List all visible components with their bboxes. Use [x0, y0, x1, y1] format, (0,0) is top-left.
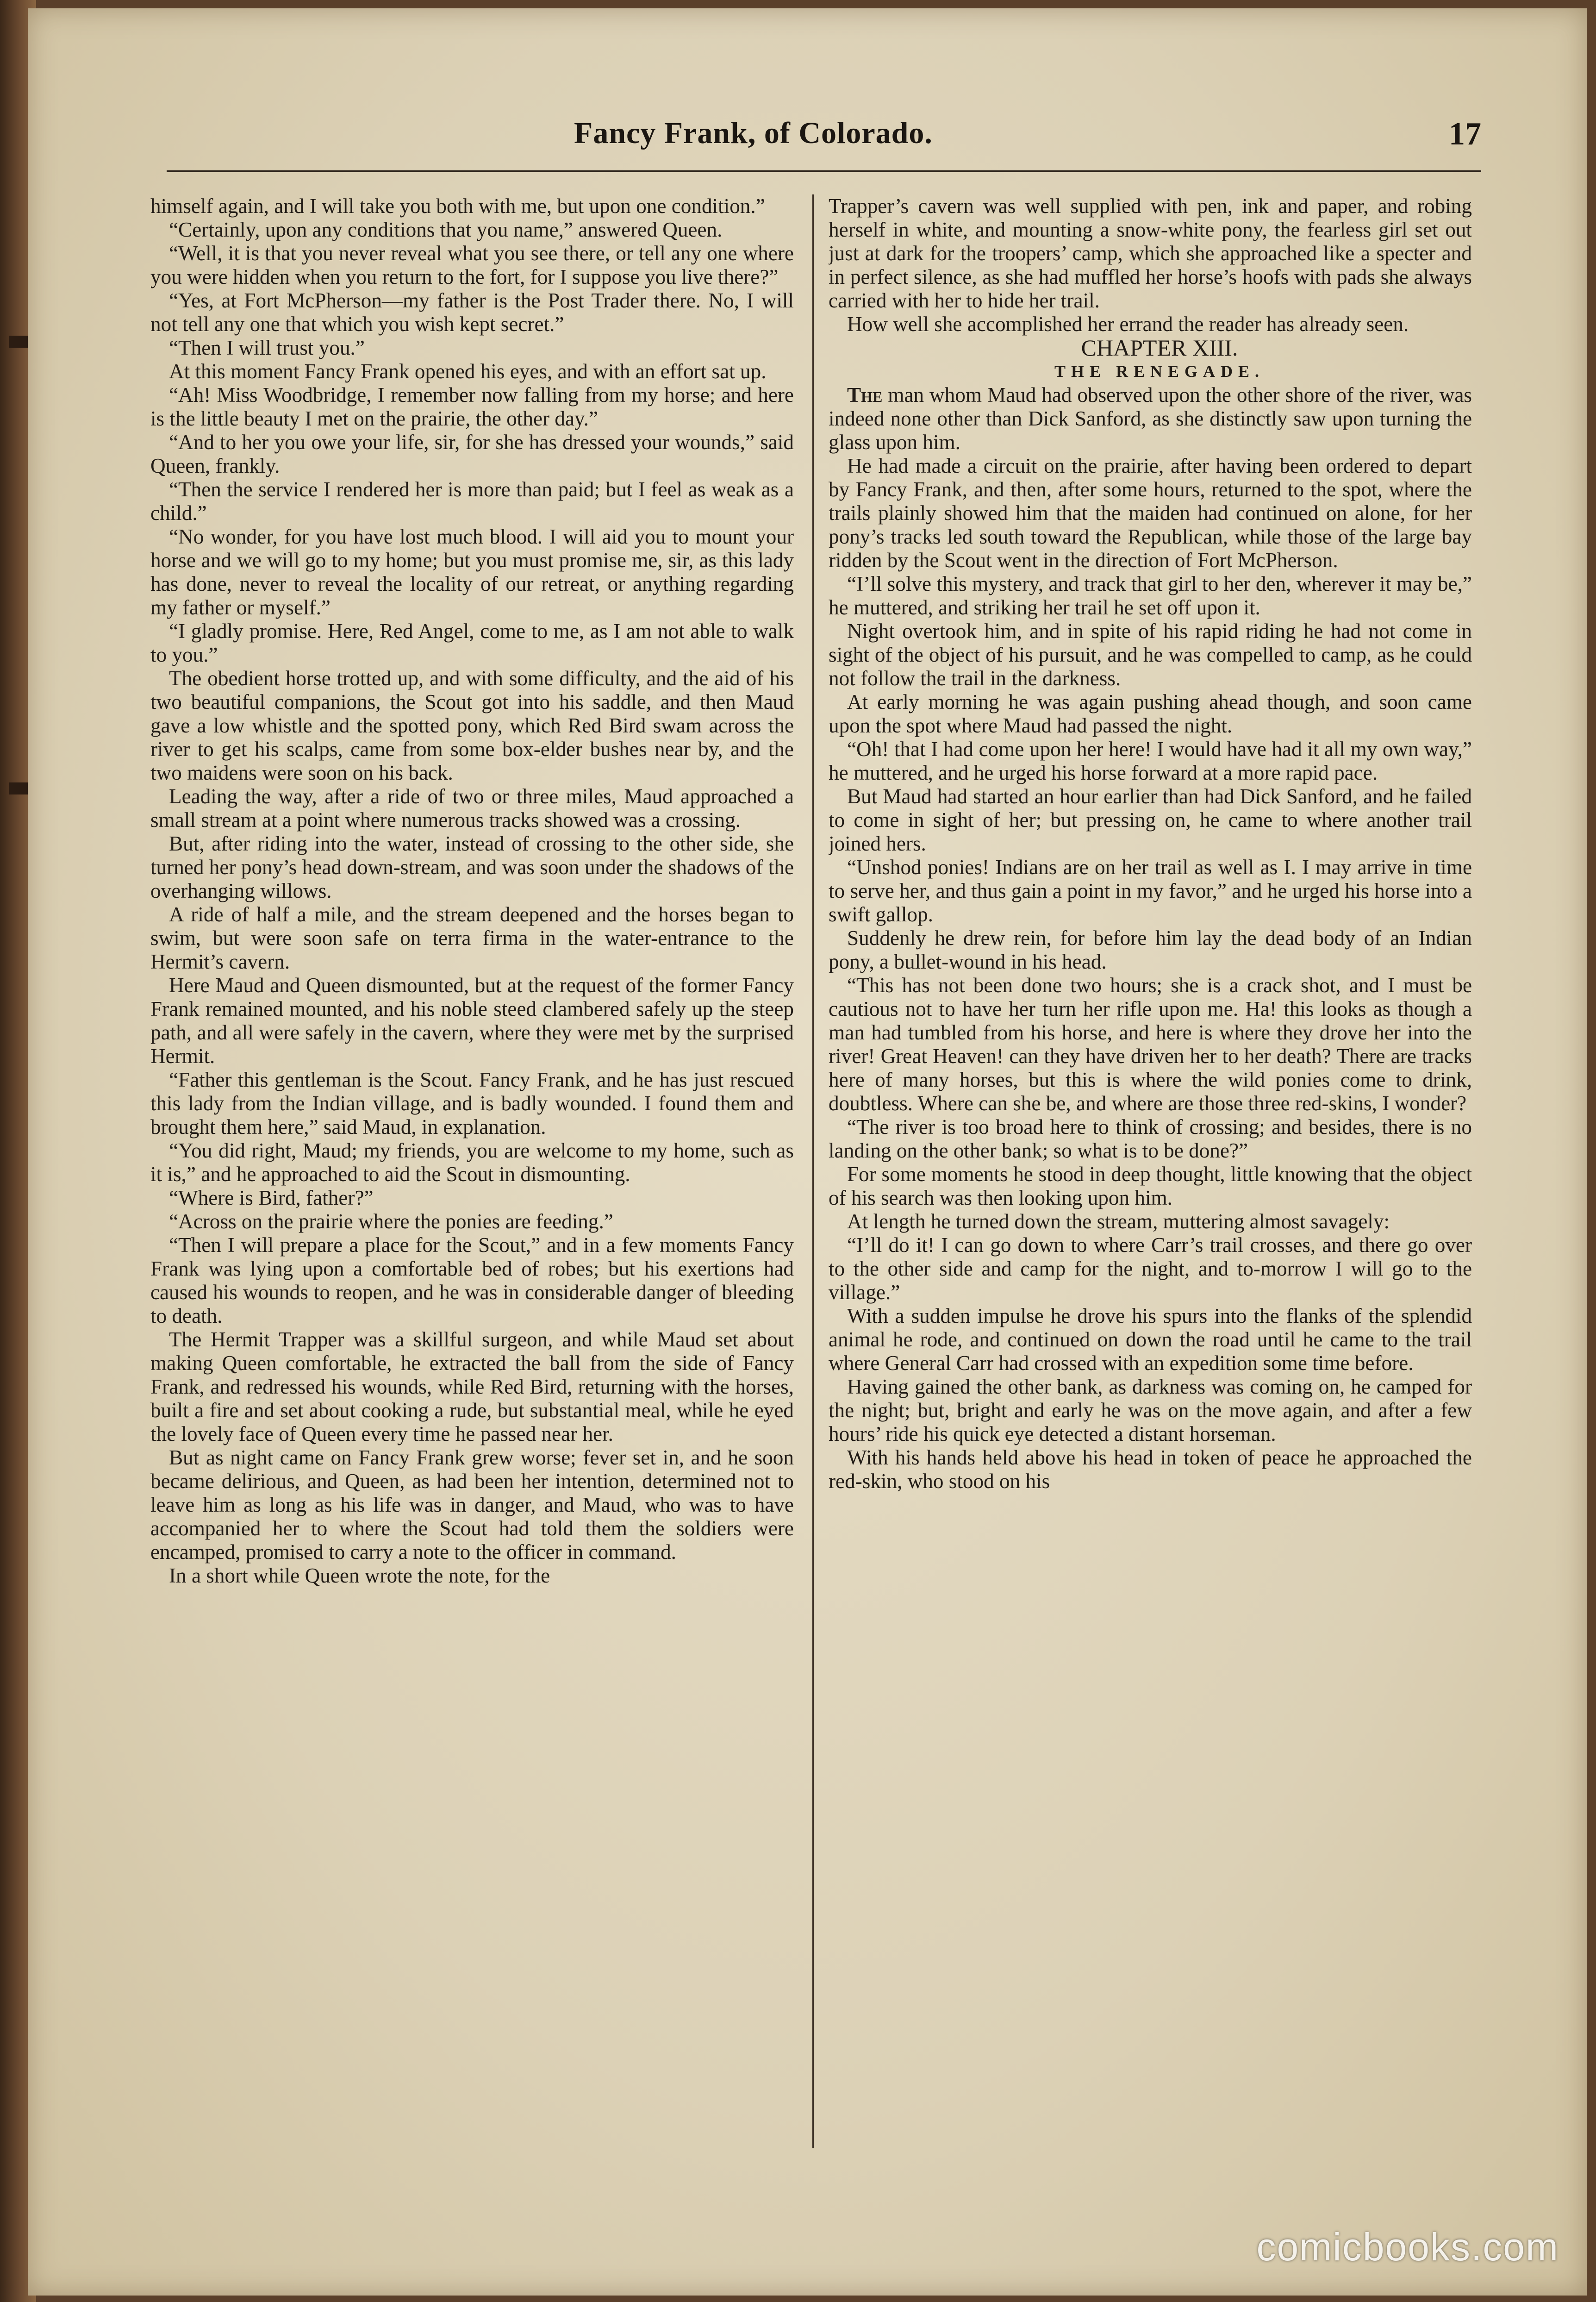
paragraph — [829, 974, 1472, 1115]
paragraph — [150, 785, 794, 832]
running-title: Fancy Frank, of Colorado. — [574, 116, 933, 150]
column-divider — [812, 194, 814, 2148]
paragraph — [829, 194, 1472, 313]
right-column-after-chapter — [829, 383, 1472, 1493]
paragraph — [150, 525, 794, 619]
paragraph — [829, 1233, 1472, 1304]
paragraph-text: “Certainly, upon any conditions that you name,” answered Queen. — [169, 218, 723, 241]
paragraph — [150, 383, 794, 431]
paragraph-text: Suddenly he drew rein, for before him lay the dead body of an Indian pony, a bullet-wound in his head. — [829, 926, 1472, 973]
paragraph-text: He had made a circuit on the prairie, after having been ordered to depart by Fancy Frank, and then, after some hours, returned to the spot, where the trails plainly showed him that the maiden had continued on alone, for her pony’s tracks led south toward the Republican, while those of the large bay ridden by the Scout went in the direction of Fort McPherson. — [829, 454, 1472, 572]
paragraph-text: “This has not been done two hours; she is a crack shot, and I must be cautious not to have her turn her rifle upon me. Ha! this looks as though a man had tumbled from his horse, and here is where they drove her into the river! Great Heaven! can they have driven her to her death? There are tracks here of many horses, but this is where the wild ponies come to drink, doubtless. Where can she be, and where are those three red-skins, I wonder? — [829, 974, 1472, 1115]
paragraph-text: “Oh! that I had come upon her here! I would have had it all my own way,” he muttered, and he urged his horse forward at a more rapid pace. — [829, 738, 1472, 784]
paragraph-text: “You did right, Maud; my friends, you are welcome to my home, such as it is,” and he approached to aid the Scout in dismounting. — [150, 1139, 794, 1186]
paragraph — [150, 194, 794, 218]
paragraph-text: At this moment Fancy Frank opened his eyes, and with an effort sat up. — [169, 360, 767, 383]
paragraph-text: “I’ll solve this mystery, and track that girl to her den, wherever it may be,” he muttered, and striking her trail he set off upon it. — [829, 572, 1472, 619]
paragraph-text: “Then I will prepare a place for the Scout,” and in a few moments Fancy Frank was lying upon a comfortable bed of robes; but his exertions had caused his wounds to reopen, and he was in considerable danger of bleeding to death. — [150, 1233, 794, 1327]
paragraph-text: With a sudden impulse he drove his spurs into the flanks of the splendid animal he rode, and continued on down the road until he came to the trail where General Carr had crossed with an expedition some time before. — [829, 1304, 1472, 1375]
paragraph — [150, 360, 794, 383]
paragraph-text: A ride of half a mile, and the stream deepened and the horses began to swim, but were soon safe on terra firma in the water-entrance to the Hermit’s cavern. — [150, 903, 794, 973]
paragraph — [829, 1304, 1472, 1375]
paragraph-text: “Well, it is that you never reveal what you see there, or tell any one where you were hidden when you return to the fort, for I suppose you live there?” — [150, 242, 794, 288]
paragraph — [150, 619, 794, 667]
header-rule — [167, 170, 1481, 172]
paragraph-text: In a short while Queen wrote the note, for the — [169, 1564, 550, 1587]
paragraph-text: How well she accomplished her errand the reader has already seen. — [847, 313, 1409, 336]
paragraph — [150, 1233, 794, 1328]
paragraph-text: With his hands held above his head in token of peace he approached the red-skin, who stood on his — [829, 1446, 1472, 1493]
paragraph-text: Trapper’s cavern was well supplied with pen, ink and paper, and robing herself in white, and mounting a snow-white pony, the fearless girl set out just at dark for the troopers’ camp, which she approached like a specter and in perfect silence, as she had muffled her horse’s hoofs with pads she always carried with her to hide her trail. — [829, 194, 1472, 312]
paragraph — [829, 926, 1472, 974]
paragraph-text: “Then the service I rendered her is more than paid; but I feel as weak as a child.” — [150, 478, 794, 525]
paragraph — [150, 336, 794, 360]
paragraph — [150, 1139, 794, 1186]
page-number: 17 — [1449, 116, 1481, 152]
paragraph-text: “Ah! Miss Woodbridge, I remember now falling from my horse; and here is the little beauty I met on the prairie, the other day.” — [150, 383, 794, 430]
paragraph-text: The Hermit Trapper was a skillful surgeon, and while Maud set about making Queen comfortable, he extracted the ball from the side of Fancy Frank, and redressed his wounds, while Red Bird, returning with the horses, built a fire and set about cooking a rude, but substantial meal, while he eyed the lovely face of Queen every time he passed near her. — [150, 1328, 794, 1445]
paragraph-text: Having gained the other bank, as darkness was coming on, he camped for the night; but, bright and early he was on the move again, and after a few hours’ ride his quick eye detected a distant horseman. — [829, 1375, 1472, 1445]
paragraph-text: But as night came on Fancy Frank grew worse; fever set in, and he soon became delirious, and Queen, as had been her intention, determined not to leave him as long as his life was in danger, and Maud, who was to have accompanied her to where the Scout had told them the soldiers were encamped, promised to carry a note to the officer in command. — [150, 1446, 794, 1564]
paragraph-text: man whom Maud had observed upon the other shore of the river, was indeed none other than Dick Sanford, as she distinctly saw upon turning the glass upon him. — [829, 383, 1472, 454]
right-column-before-chapter — [829, 194, 1472, 336]
paragraph — [150, 478, 794, 525]
paragraph — [829, 785, 1472, 856]
chapter-title: THE RENEGADE. — [1054, 362, 1265, 381]
paragraph — [829, 313, 1472, 336]
chapter-dropcap: The — [847, 383, 883, 407]
paragraph-text: “The river is too broad here to think of crossing; and besides, there is no landing on the other bank; so what is to be done?” — [829, 1115, 1472, 1162]
paragraph-text: “Yes, at Fort McPherson—my father is the Post Trader there. No, I will not tell any one that which you wish kept secret.” — [150, 289, 794, 336]
paragraph — [150, 1068, 794, 1139]
paragraph — [829, 383, 1472, 454]
right-text-column — [829, 194, 1472, 2139]
paragraph-text: But Maud had started an hour earlier than had Dick Sanford, and he failed to come in sight of her; but pressing on, he came to where another trail joined hers. — [829, 785, 1472, 855]
paragraph — [150, 667, 794, 785]
paragraph-text: “No wonder, for you have lost much blood. I will aid you to mount your horse and we will go to my home; but you must promise me, sir, as this lady has done, never to reveal the locality of our retreat, or anything regarding my father or myself.” — [150, 525, 794, 619]
paragraph-text: “Unshod ponies! Indians are on her trail as well as I. I may arrive in time to serve her, and thus gain a point in my favor,” and he urged his horse into a swift gallop. — [829, 856, 1472, 926]
paragraph-text: himself again, and I will take you both with me, but upon one condition.” — [150, 194, 765, 218]
paragraph-text: Here Maud and Queen dismounted, but at the request of the former Fancy Frank remained mounted, and his noble steed clambered safely up the steep path, and all were safely in the cavern, where they were met by the surprised Hermit. — [150, 974, 794, 1068]
chapter-number: CHAPTER XIII. — [1081, 335, 1238, 361]
paragraph-text: “Father this gentleman is the Scout. Fancy Frank, and he has just rescued this lady from the Indian village, and is badly wounded. I found them and brought them here,” said Maud, in explanation. — [150, 1068, 794, 1138]
paragraph — [829, 1115, 1472, 1163]
paragraph-text: Leading the way, after a ride of two or three miles, Maud approached a small stream at a point where numerous tracks showed was a crossing. — [150, 785, 794, 832]
paragraph — [150, 903, 794, 974]
paragraph — [150, 974, 794, 1068]
paragraph — [829, 1210, 1472, 1233]
paragraph-text: At early morning he was again pushing ahead though, and soon came upon the spot where Maud had passed the night. — [829, 690, 1472, 737]
paragraph — [829, 738, 1472, 785]
page-header — [157, 116, 1481, 167]
paragraph-text: Night overtook him, and in spite of his rapid riding he had not come in sight of the object of his pursuit, and he was compelled to camp, as he could not follow the trail in the darkness. — [829, 619, 1472, 690]
paragraph — [150, 1328, 794, 1446]
paragraph — [829, 690, 1472, 738]
paragraph-text: “I gladly promise. Here, Red Angel, come to me, as I am not able to walk to you.” — [150, 619, 794, 666]
paragraph-text: “Across on the prairie where the ponies are feeding.” — [169, 1210, 613, 1233]
paragraph — [150, 242, 794, 289]
paragraph — [829, 572, 1472, 619]
paragraph-text: But, after riding into the water, instead of crossing to the other side, she turned her pony’s head down-stream, and was soon under the shadows of the overhanging willows. — [150, 832, 794, 902]
paragraph — [829, 856, 1472, 926]
paragraph-text: At length he turned down the stream, muttering almost savagely: — [847, 1210, 1390, 1233]
paragraph-text: “Where is Bird, father?” — [169, 1186, 374, 1209]
paragraph — [829, 619, 1472, 690]
paragraph-text: “I’ll do it! I can go down to where Carr’s trail crosses, and there go over to the other side and camp for the night, and to-morrow I will go to the village.” — [829, 1233, 1472, 1304]
paragraph — [150, 1186, 794, 1210]
paragraph — [829, 454, 1472, 572]
paragraph-text: “Then I will trust you.” — [169, 336, 365, 359]
paragraph — [829, 1446, 1472, 1493]
watermark: comicbooks.com — [1256, 2225, 1559, 2269]
paragraph — [150, 832, 794, 903]
left-text-column — [150, 194, 794, 2139]
paragraph — [150, 1210, 794, 1233]
paragraph — [150, 218, 794, 242]
paragraph — [150, 1564, 794, 1588]
paragraph — [150, 1446, 794, 1564]
paragraph — [150, 289, 794, 336]
paragraph-text: The obedient horse trotted up, and with some difficulty, and the aid of his two beautiful companions, the Scout got into his saddle, and then Maud gave a low whistle and the spotted pony, which Red Bird swam across the river to get his scalps, came from some box-elder bushes near by, and the two maidens were soon on his back. — [150, 667, 794, 784]
paragraph-text: “And to her you owe your life, sir, for she has dressed your wounds,” said Queen, frankly. — [150, 431, 794, 477]
paragraph — [150, 431, 794, 478]
paragraph — [829, 1375, 1472, 1446]
paragraph-text: For some moments he stood in deep thought, little knowing that the object of his search was then looking upon him. — [829, 1163, 1472, 1209]
paragraph — [829, 1163, 1472, 1210]
